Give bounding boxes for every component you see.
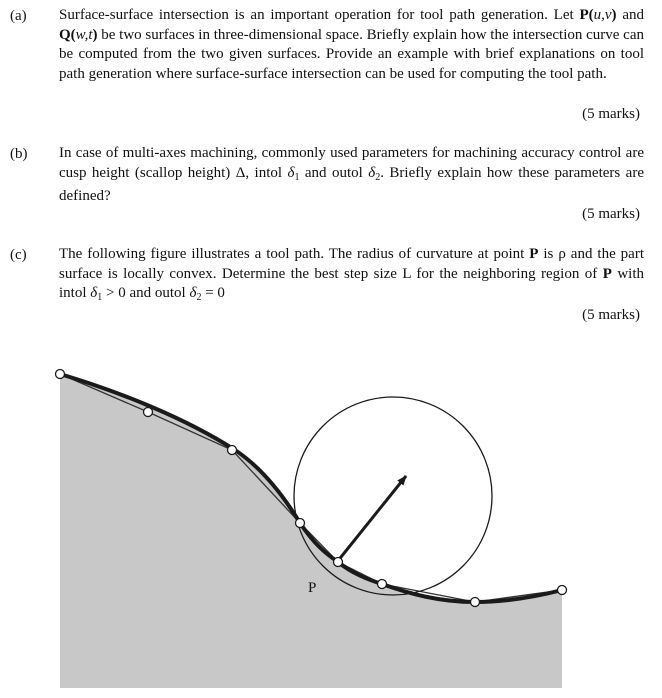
delta1-subscript: 1 — [294, 171, 300, 183]
question-a-label: (a) — [10, 8, 27, 24]
path-node — [378, 580, 387, 589]
question-a-text-3: be two surfaces in three-dimensional space. Briefly explain how the intersection curve can be computed from the two given surfaces. Provide an example with brief explanations on tool path generation where surface-surface intersection can be used for computing the tool path. — [59, 26, 644, 82]
question-c-label: (c) — [10, 247, 27, 263]
question-b-text-2: and outol — [299, 164, 369, 181]
tool-path-figure — [0, 340, 662, 698]
delta2-symbol: δ — [368, 164, 376, 181]
path-node — [56, 370, 65, 379]
path-node — [228, 446, 237, 455]
question-b-text-3: . Briefly explain how these parameters are defined? — [59, 164, 644, 205]
q-args: w,t — [75, 26, 93, 43]
question-c-text — [59, 245, 644, 308]
question-c-text-3: with intol — [59, 265, 645, 302]
question-c-marks: (5 marks) — [582, 307, 640, 323]
question-c-text-1: The following figure illustrates a tool path. The radius of curvature at point — [59, 246, 530, 262]
question-c-text-4: and outol — [125, 285, 190, 302]
question-a-text-1: Surface-surface intersection is an important operation for tool path generation. Let — [59, 7, 580, 23]
question-c-text-2: is ρ and the part surface is locally convex. Determine the best step size L for the neighboring region of — [59, 246, 645, 282]
question-a-text-2: and — [616, 7, 644, 23]
question-a-marks: (5 marks) — [582, 106, 640, 122]
path-node — [471, 598, 480, 607]
delta2-symbol: δ — [189, 285, 197, 302]
point-p-label: P — [308, 580, 317, 596]
condition-2: = 0 — [201, 285, 225, 302]
radius-arrow — [337, 476, 406, 562]
question-b-text — [59, 144, 644, 207]
condition-1: > 0 — [102, 285, 126, 302]
question-b-text-1: In case of multi-axes machining, commonly used parameters for machining accuracy control are cusp height (scallop height) Δ, intol — [59, 145, 644, 181]
delta2-subscript: 2 — [375, 171, 381, 183]
delta1-symbol: δ — [90, 285, 98, 302]
path-node — [144, 408, 153, 417]
point-p-bold: P — [529, 246, 539, 262]
p-close: ) — [611, 7, 617, 23]
delta2-subscript: 2 — [196, 292, 202, 304]
p-args: u,v — [593, 7, 612, 23]
q-close: ) — [92, 26, 98, 43]
path-node-p — [334, 558, 343, 567]
question-a-text — [59, 6, 644, 84]
part-surface — [60, 374, 562, 688]
path-node — [558, 586, 567, 595]
q-func: Q( — [59, 26, 76, 43]
question-b-label: (b) — [10, 146, 28, 162]
delta1-subscript: 1 — [97, 292, 103, 304]
delta1-symbol: δ — [287, 164, 295, 181]
p-func: P( — [579, 7, 594, 23]
path-node — [296, 519, 305, 528]
question-b-marks: (5 marks) — [582, 206, 640, 222]
point-p-bold-2: P — [602, 265, 612, 282]
